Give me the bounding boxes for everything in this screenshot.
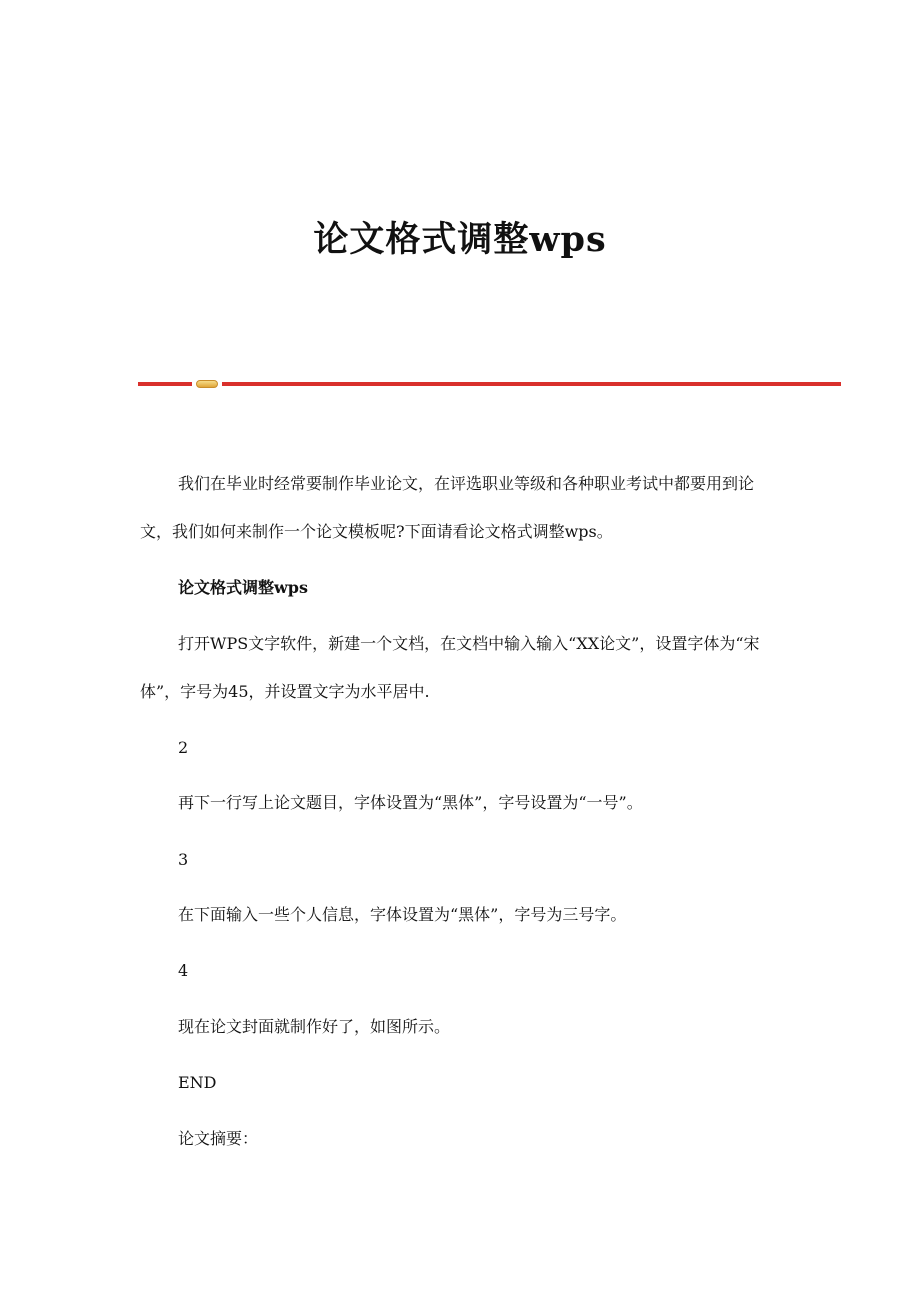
end-marker: END — [178, 1073, 217, 1092]
divider-line-right — [222, 382, 841, 386]
step-4-number: 4 — [178, 961, 189, 980]
divider-ornament — [196, 380, 218, 388]
step-2-number: 2 — [178, 738, 189, 757]
step-3-number: 3 — [178, 850, 189, 869]
intro-paragraph: 我们在毕业时经常要制作毕业论文，在评选职业等级和各种职业考试中都要用到论文，我们如何来制作一个论文模板呢?下面请看论文格式调整wps。 — [140, 474, 755, 541]
step-4-text: 现在论文封面就制作好了，如图所示。 — [178, 1017, 451, 1036]
step-3-text: 在下面输入一些个人信息，字体设置为“黑体”，字号为三号字。 — [178, 905, 627, 924]
step-1-text: 打开WPS文字软件，新建一个文档，在文档中输入输入“XX论文”，设置字体为“宋体”，字号为45，并设置文字为水平居中. — [140, 634, 760, 701]
step-2-text: 再下一行写上论文题目，字体设置为“黑体”，字号设置为“一号”。 — [178, 793, 643, 812]
document-title: 论文格式调整wps — [313, 219, 607, 260]
divider-line-left — [138, 382, 192, 386]
title-divider — [138, 380, 841, 388]
section-heading: 论文格式调整wps — [178, 578, 308, 597]
abstract-label: 论文摘要： — [178, 1129, 259, 1148]
